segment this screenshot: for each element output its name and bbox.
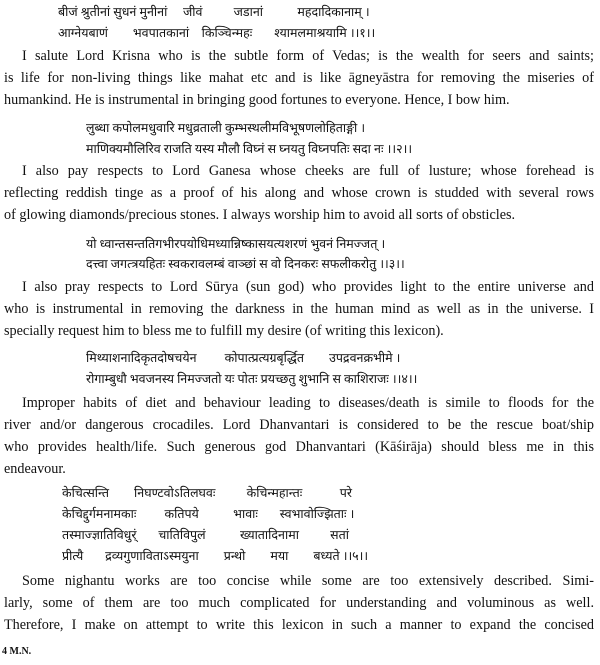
paragraph-line: I also pray respects to Lord Sūrya (sun god) who provides light to the entire universe and bbox=[22, 279, 594, 295]
paragraph-line: specially request him to bless me to fulfill my desire (of writing this lexicon). bbox=[4, 323, 444, 339]
page-signature: 4 M.N. bbox=[2, 646, 32, 657]
paragraph-line: I salute Lord Krisna who is the subtle form of Vedas; is the wealth for seers and saints; bbox=[22, 48, 594, 64]
verse-5-line-4: प्रीत्यै द्रव्यगुणाविताऽस्मयुना प्रन्थो मया बध्यते ।।५।। bbox=[62, 549, 369, 563]
verse-3-line-1: यो ध्वान्तसन्ततिगभीरपयोधिमध्यान्निष्कासयत्यशरणं भुवनं निमज्जत् । bbox=[86, 237, 386, 251]
translation-paragraph-1 bbox=[4, 45, 594, 111]
translation-paragraph-5 bbox=[4, 570, 594, 636]
verse-3-line-2: दत्त्वा जगत्त्रयहितः स्वकरावलम्बं वाञ्छां स वो दिनकरः सफलीकरोतु ।।३।। bbox=[86, 257, 405, 271]
paragraph-line: Some nighantu works are too concise while some are too extensively described. Simi- bbox=[22, 573, 594, 589]
paragraph-line: Therefore, I make on attempt to write this lexicon in such a manner to expand the concised bbox=[4, 617, 594, 633]
verse-1-line-2: आग्नेयबाणं भवपातकानां किञ्चिन्महः श्यामलमाश्रयामि ।।१।। bbox=[58, 26, 376, 40]
verse-4-line-2: रोगाम्बुधौ भवजनस्य निमज्जतो यः पोतः प्रयच्छतु शुभानि स काशिराजः ।।४।। bbox=[86, 372, 418, 386]
paragraph-line: endeavour. bbox=[4, 461, 66, 477]
verse-5-line-3: तस्माज्ज्ञातिविधुर्ं चातिविपुलं ख्यातादिनामा सतां bbox=[62, 528, 349, 542]
paragraph-line: who is instrumental in removing the darkness in the human mind as well as in the universe. I bbox=[4, 301, 594, 317]
paragraph-line: Improper habits of diet and behaviour leading to diseases/death is simile to floods for the bbox=[22, 395, 594, 411]
paragraph-line: larly, some of them are too much complicated for understanding and voluminous as well. bbox=[4, 595, 594, 611]
verse-1-line-1: बीजं श्रुतीनां सुधनं मुनीनां जीवं जडानां महदादिकानाम् । bbox=[58, 5, 370, 19]
paragraph-line: is life for non-living things like mahat etc and is like āgneyāstra for removing the miseries of bbox=[4, 70, 594, 86]
paragraph-line: I also pay respects to Lord Ganesa whose cheeks are full of lusture; whose forehead is bbox=[22, 163, 594, 179]
paragraph-line: reflecting reddish tinge as a proof of his along and whose crown is studded with several rows bbox=[4, 185, 594, 201]
translation-paragraph-2 bbox=[4, 160, 594, 226]
verse-4-line-1: मिथ्याशनादिकृतदोषचयेन कोपात्प्रत्यग्रबृर्द्धित उपद्रवनक्रभीमे । bbox=[86, 351, 401, 365]
paragraph-line: of glowing diamonds/precious stones. I always worship him to avoid all sorts of obsticles. bbox=[4, 207, 516, 223]
verse-2-line-1: लुब्धा कपोलमधुवारि मधुव्रताली कुम्भस्थलीमविभूषणलोहिताङ्गी । bbox=[86, 121, 366, 135]
verse-5-line-1: केचित्सन्ति निघण्टवोऽतिलघवः केचिन्महान्तः परे bbox=[62, 486, 352, 500]
paragraph-line: humankind. He is instrumental in bringing good fortunes to everyone. Hence, I bow him. bbox=[4, 92, 510, 108]
verse-5-line-2: केचिद्दुर्गमनामकाः कतिपये भावाः स्वभावोज्झिताः । bbox=[62, 507, 355, 521]
translation-paragraph-4 bbox=[4, 392, 594, 480]
translation-paragraph-3 bbox=[4, 276, 594, 342]
paragraph-line: river and/or dangerous crocadiles. Lord Dhanvantari is considered to be the rescue boat/ship bbox=[4, 417, 594, 433]
paragraph-line: who provides health/life. Such generous god Dhanvantari (Kāśirāja) should bless me in this bbox=[4, 439, 594, 455]
verse-2-line-2: माणिक्यमौलिरिव राजति यस्य मौलौ विघ्नं स घ्नयतु विघ्नपतिः सदा नः ।।२।। bbox=[86, 142, 413, 156]
